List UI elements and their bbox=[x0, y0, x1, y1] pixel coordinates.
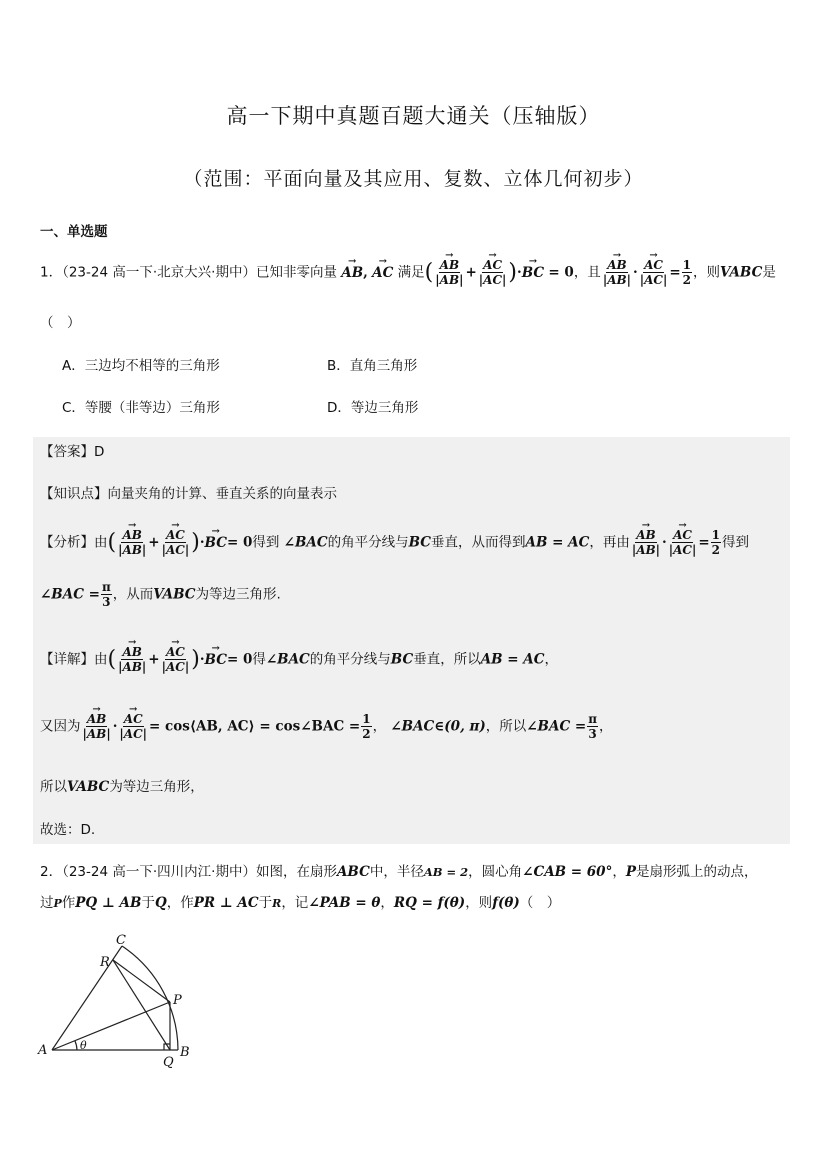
q1-vec-ab: → AB bbox=[341, 265, 363, 281]
q1-paren: （ ） bbox=[40, 315, 81, 331]
so-tri: VABC bbox=[67, 779, 110, 795]
dt2-half-den: 2 bbox=[362, 727, 371, 741]
an-bc2: BC bbox=[408, 534, 431, 551]
q2-abc: ABC bbox=[336, 864, 370, 880]
dt2-three: 3 bbox=[588, 727, 597, 741]
q2-l2b: 作 bbox=[61, 895, 76, 911]
label-q: Q bbox=[163, 1055, 174, 1070]
q1-frac2-ac-num: → AC bbox=[643, 258, 664, 273]
dt-ac-num: → AC bbox=[165, 645, 186, 660]
q2-l1b: 中，半径 bbox=[369, 864, 424, 880]
an-eq0: = 0 bbox=[226, 534, 253, 551]
q2-angle: ∠CAB = 60° bbox=[522, 864, 613, 880]
label-c: C bbox=[116, 933, 126, 948]
side-ac bbox=[52, 946, 122, 1050]
an-pi: π bbox=[101, 580, 111, 594]
detail-label: 【详解】由 bbox=[40, 651, 108, 668]
q2-theta: ∠PAB = θ bbox=[308, 895, 381, 911]
an-angle: ∠BAC bbox=[283, 534, 328, 551]
so-t1: 为等边三角形， bbox=[109, 779, 204, 795]
an-ac-num: → AC bbox=[165, 528, 186, 543]
an-t5: 得到 bbox=[722, 534, 750, 551]
an-half-den: 2 bbox=[711, 543, 721, 557]
so-label: 所以 bbox=[40, 779, 67, 795]
q1-eq: = bbox=[669, 264, 681, 281]
q1-frac-ab-den: AB bbox=[439, 273, 460, 287]
section-heading: 一、单选题 bbox=[40, 224, 108, 240]
label-r: R bbox=[100, 955, 110, 970]
q1-frac2-ac-den: AC bbox=[644, 273, 663, 287]
detail-line-2: 又因为 → $\frac{AB}{|AB|}$ · → $\frac{AC}{|AC|}$ = cos⟨AB, AC⟩ = cos∠BAC = $\frac{1}{2}$ ， ∠BAC∈(0, π)，所以∠BAC = $\frac{\pi}{3}$ ， bbox=[40, 712, 613, 741]
an-t4: ，再由 bbox=[589, 534, 630, 551]
q2-l1d: ， bbox=[612, 864, 626, 880]
q2-ftheta: f(θ) bbox=[492, 895, 520, 911]
conclusion-line bbox=[40, 775, 204, 795]
dt-t3: 垂直，所以 bbox=[413, 651, 481, 668]
q1-frac-ac-den: AC bbox=[483, 273, 503, 287]
kp-label: 【知识点】 bbox=[40, 486, 108, 502]
q1-prefix: 1．（23-24 高一下·北京大兴·期中）已知非零向量 bbox=[40, 264, 337, 281]
an-t3: 垂直，从而得到 bbox=[431, 534, 526, 551]
analysis-line-2 bbox=[40, 580, 281, 609]
label-p: P bbox=[173, 993, 182, 1008]
dt2-comma2: ， bbox=[599, 718, 613, 735]
sector-figure bbox=[30, 930, 200, 1075]
question-2-line-1 bbox=[40, 860, 758, 880]
label-b: B bbox=[180, 1045, 190, 1060]
dt2-ac-num: → AC bbox=[123, 712, 144, 727]
an-half-num: 1 bbox=[711, 528, 721, 542]
dt2-ac-den: AC bbox=[123, 727, 143, 741]
an-t7: 为等边三角形. bbox=[195, 586, 281, 603]
dt2-ab-den: AB bbox=[86, 727, 107, 741]
q2-p: P bbox=[625, 864, 636, 880]
dt2-range: ∠BAC∈(0, π) bbox=[390, 718, 486, 735]
q2-l2f: ，记 bbox=[281, 895, 309, 911]
q2-p2: P bbox=[53, 897, 62, 910]
q1-then: ，则 bbox=[693, 264, 721, 281]
q2-radius: AB = 2 bbox=[423, 865, 469, 879]
dt2-so: ，所以 bbox=[485, 718, 527, 735]
q2-r: R bbox=[272, 897, 282, 910]
q1-half-num: 1 bbox=[682, 258, 692, 272]
an-abac: AB = AC bbox=[525, 534, 590, 551]
q1-and: ，且 bbox=[573, 264, 601, 281]
q2-l2d: ，作 bbox=[166, 895, 194, 911]
page-subtitle: （范围：平面向量及其应用、复数、立体几何初步） bbox=[183, 168, 644, 190]
q1-frac-ab: → $\frac{AB}{|AB|}$ bbox=[434, 258, 464, 287]
q2-rq: RQ = f(θ) bbox=[393, 895, 466, 911]
q2-pr: PR ⊥ AC bbox=[193, 895, 259, 911]
dt2-comma: ， bbox=[372, 718, 387, 735]
analysis-line-1: 【分析】由( → $\frac{AB}{|AB|}$ + → $\frac{AC}{|AC|}$ )·→ BC= 0得到 ∠BAC的角平分线与BC垂直，从而得到AB = AC，再由 → $\frac{AB}{|AB|}$ · → $\frac{AC}{|AC|}$ = $\frac{1}{2}$ 得到 bbox=[40, 528, 749, 557]
an-ab-num: → AB bbox=[121, 528, 142, 543]
also-label: 又因为 bbox=[40, 718, 81, 735]
an2-ac-num: → AC bbox=[672, 528, 693, 543]
label-a: A bbox=[38, 1043, 48, 1058]
q2-l2c: 于 bbox=[141, 895, 155, 911]
an-ab-den: AB bbox=[122, 543, 142, 557]
q2-l2e: 于 bbox=[258, 895, 273, 911]
question-2-line-2 bbox=[40, 891, 560, 911]
option-b: B．直角三角形 bbox=[327, 358, 418, 374]
q2-l2h: ，则 bbox=[465, 895, 493, 911]
q2-l2g: ， bbox=[380, 895, 394, 911]
dt-eq0: = 0 bbox=[226, 651, 253, 668]
dt-angle: ∠BAC bbox=[265, 651, 310, 668]
choose-line: 故选：D. bbox=[40, 822, 96, 838]
q1-vec-bc: → BC bbox=[522, 265, 544, 281]
label-theta: θ bbox=[80, 1039, 87, 1052]
q2-l2i: （ ） bbox=[519, 895, 561, 911]
q1-vec-ac: → AC bbox=[372, 265, 393, 281]
question-1-stem: 1．（23-24 高一下·北京大兴·期中）已知非零向量 → AB, → AC 满足( → $\frac{AB}{|AB|}$ + → $\frac{AC}{|AC|}$ )·→ BC = 0，且 → $\frac{AB}{|AB|}$ · → $\frac{AC}{|AC|}$ = $\frac{1}{2}$ ，则VABC是 bbox=[40, 258, 776, 287]
an-t1: 得到 bbox=[252, 534, 280, 551]
q1-frac-ac-num: → AC bbox=[482, 258, 503, 273]
an-ac-den: AC bbox=[165, 543, 185, 557]
q1-frac2-ab-num: → AB bbox=[606, 258, 627, 273]
q2-l1e: 是扇形弧上的动点， bbox=[636, 864, 758, 880]
dt-t4: ， bbox=[544, 651, 559, 668]
an-bc: → BC bbox=[205, 535, 227, 551]
option-c: C．等腰（非等边）三角形 bbox=[62, 400, 220, 416]
q2-l1a: 2．（23-24 高一下·四川内江·期中）如图，在扇形 bbox=[40, 864, 337, 880]
q1-eq-zero: = 0 bbox=[548, 264, 574, 281]
page-title: 高一下期中真题百题大通关（压轴版） bbox=[226, 104, 601, 128]
q1-half-den: 2 bbox=[682, 273, 692, 287]
q1-tri: VABC bbox=[720, 264, 763, 281]
an2-ac-den: AC bbox=[673, 543, 692, 557]
dt-t2: 的角平分线与 bbox=[309, 651, 391, 668]
dt-ac-den: AC bbox=[165, 660, 185, 674]
q1-frac-ac: → $\frac{AC}{|AC|}$ bbox=[478, 258, 508, 287]
q2-q: Q bbox=[154, 895, 167, 911]
dt-abac: AB = AC bbox=[480, 651, 545, 668]
dt2-half-num: 1 bbox=[362, 712, 371, 726]
angle-arc bbox=[75, 1041, 77, 1050]
q2-l1c: ，圆心角 bbox=[468, 864, 523, 880]
answer-line: 【答案】D bbox=[40, 444, 105, 460]
an-t2: 的角平分线与 bbox=[327, 534, 409, 551]
an2-ab-den: AB bbox=[636, 543, 656, 557]
q1-frac2-ab-den: AB bbox=[607, 273, 627, 287]
segment-ap bbox=[52, 1002, 170, 1050]
analysis-label: 【分析】由 bbox=[40, 534, 108, 551]
dt-ab-num: → AB bbox=[121, 645, 142, 660]
detail-line-1: 【详解】由( → $\frac{AB}{|AB|}$ + → $\frac{AC}{|AC|}$ )·→ BC= 0得∠BAC的角平分线与BC垂直，所以AB = AC， bbox=[40, 645, 558, 674]
dt2-ab-num: → AB bbox=[86, 712, 107, 727]
q1-is: 是 bbox=[762, 264, 776, 281]
dt-t1: 得 bbox=[252, 651, 266, 668]
option-a: A．三边均不相等的三角形 bbox=[62, 358, 220, 374]
dt2-angle-eq: ∠BAC = bbox=[526, 718, 587, 735]
option-d: D．等边三角形 bbox=[327, 400, 419, 416]
an-three: 3 bbox=[102, 595, 111, 609]
knowledge-point bbox=[40, 482, 337, 502]
q2-l2a: 过 bbox=[40, 895, 54, 911]
an-angle-eq: ∠BAC = bbox=[40, 586, 100, 603]
dt2-cos: = cos⟨AB, AC⟩ = cos∠BAC = bbox=[149, 718, 361, 735]
dt-ab-den: AB bbox=[122, 660, 142, 674]
q1-satisfies: 满足 bbox=[397, 264, 425, 281]
q1-frac-ab-num: → AB bbox=[439, 258, 460, 273]
an2-ab-num: → AB bbox=[635, 528, 656, 543]
segment-pr bbox=[113, 960, 170, 1002]
dt-bc: → BC bbox=[205, 652, 227, 668]
q1-sep: , bbox=[363, 264, 368, 281]
dt2-pi: π bbox=[588, 712, 597, 726]
dt-bc2: BC bbox=[390, 651, 414, 668]
kp-text: 向量夹角的计算、垂直关系的向量表示 bbox=[107, 486, 337, 502]
an-t6: ，从而 bbox=[112, 586, 154, 603]
q1-dot: · bbox=[517, 264, 522, 281]
an-tri: VABC bbox=[153, 586, 196, 603]
q2-pq: PQ ⊥ AB bbox=[75, 895, 142, 911]
